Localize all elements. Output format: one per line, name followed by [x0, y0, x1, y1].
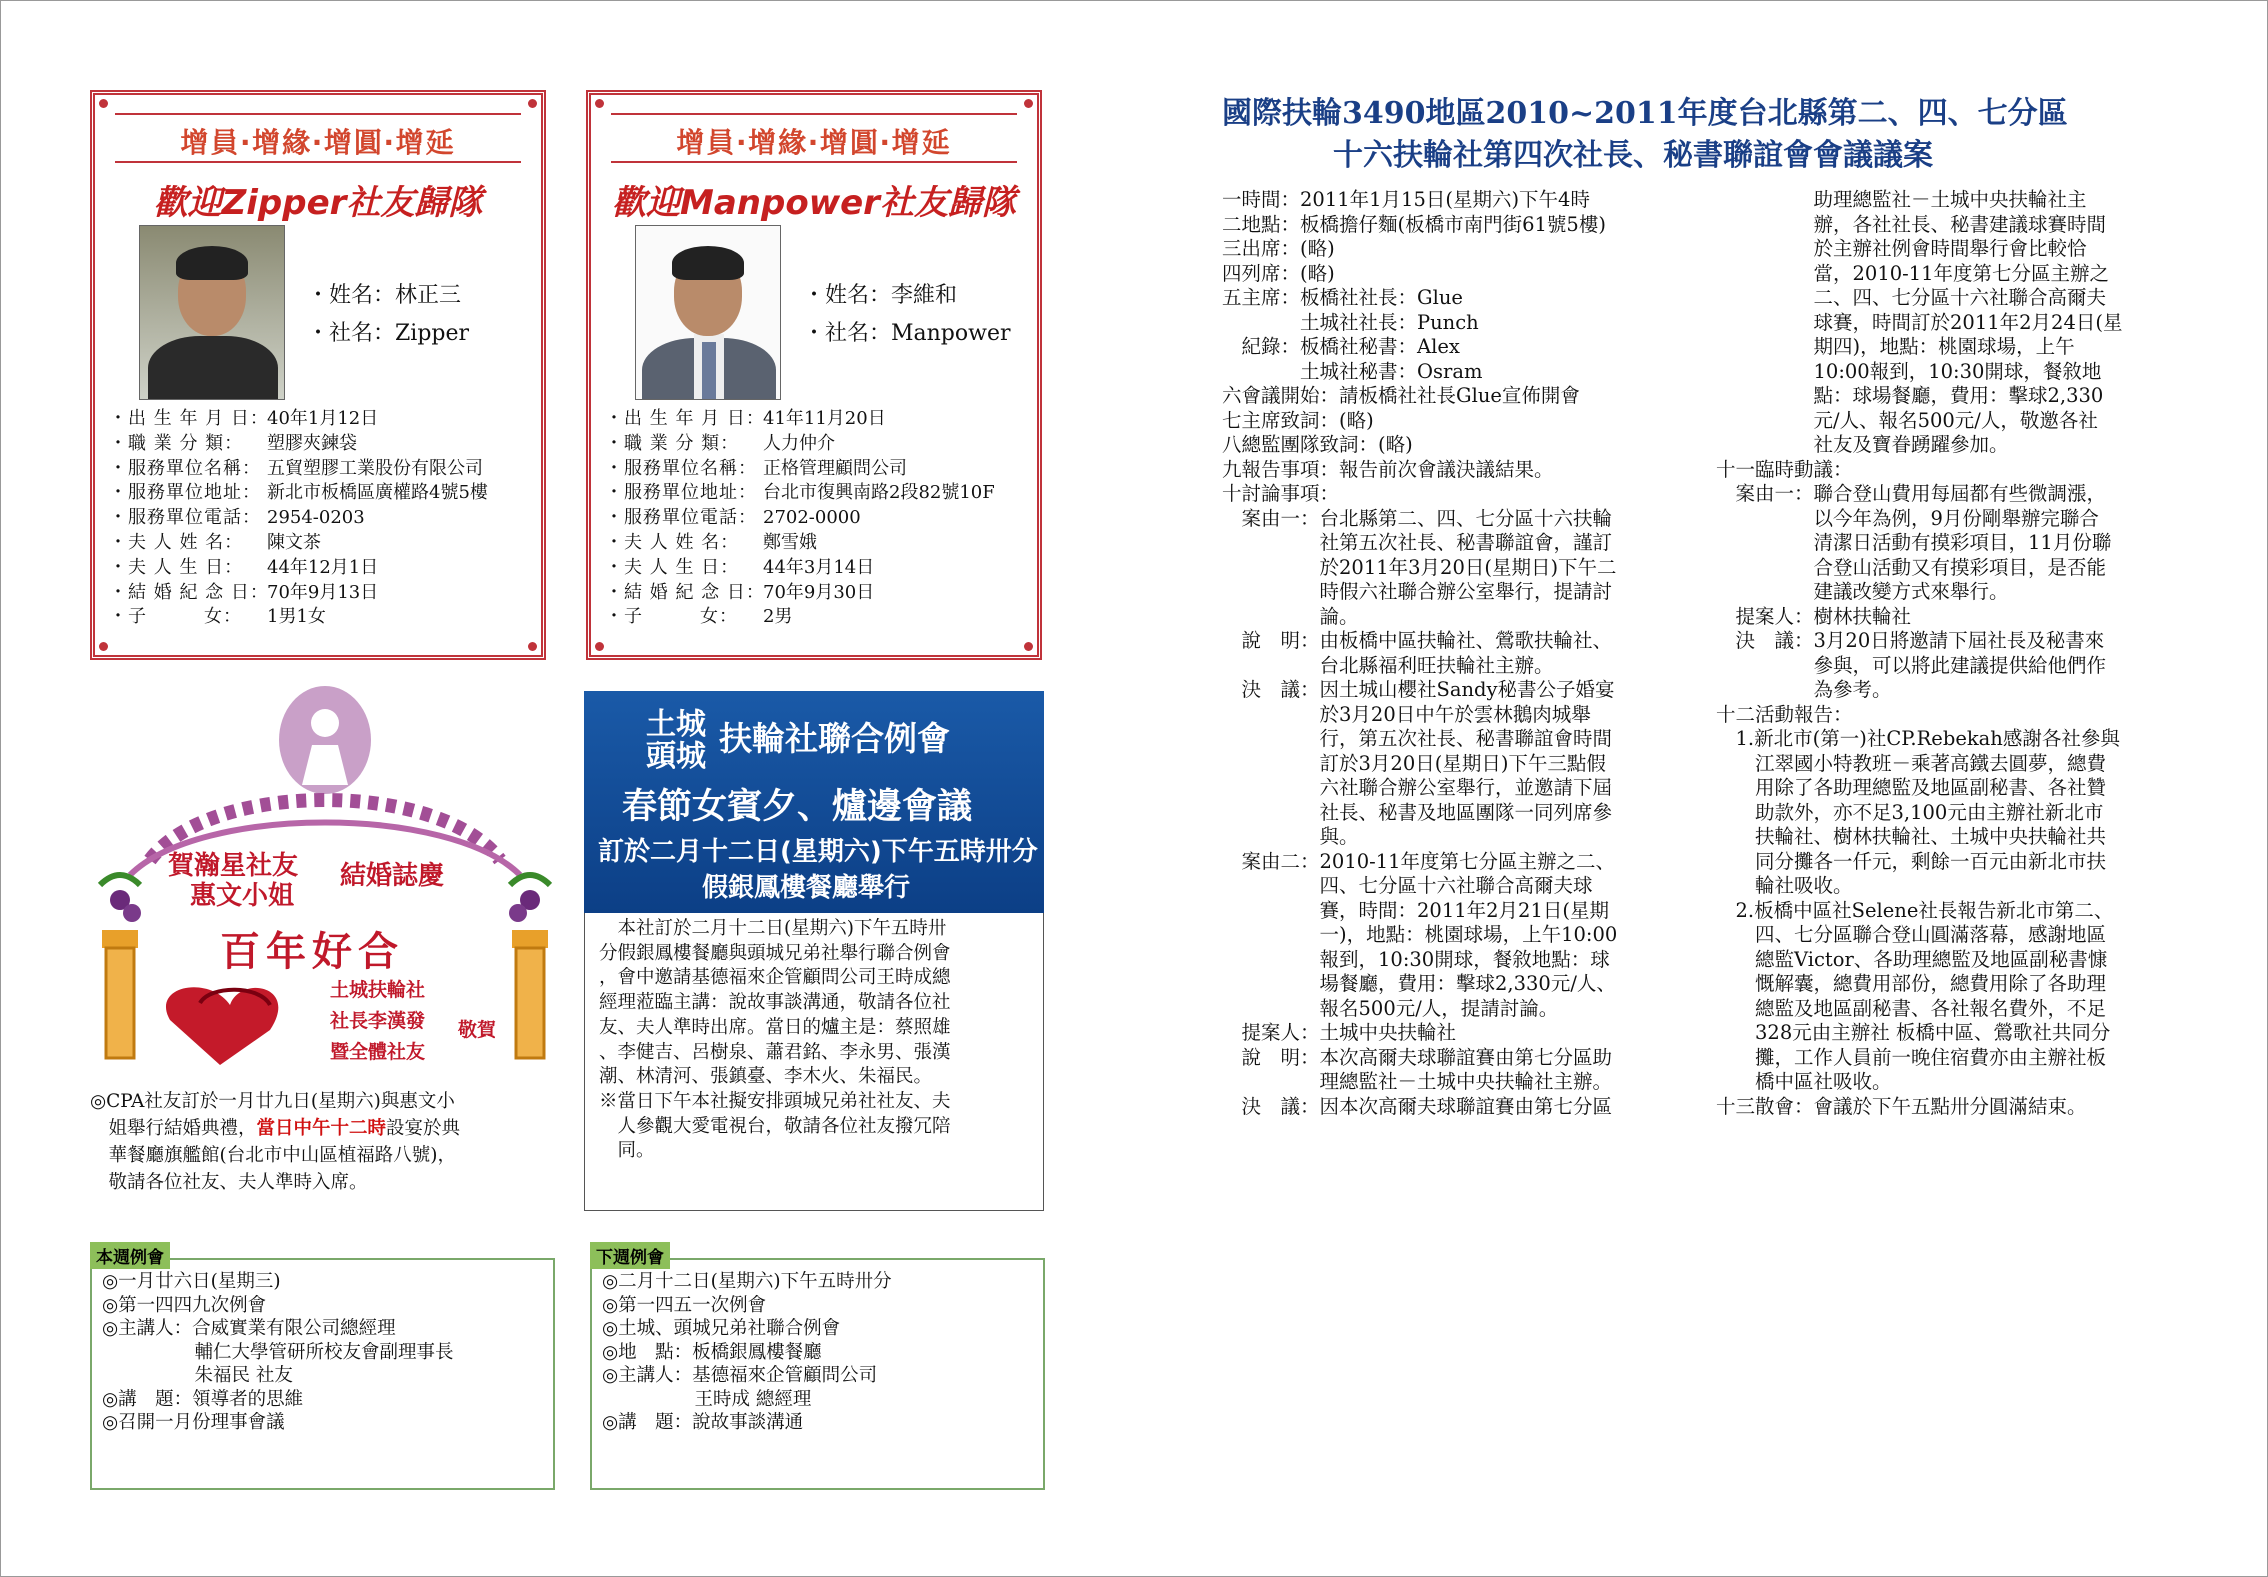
agenda-line: 案由二：2010-11年度第七分區主辦之二、 — [1222, 849, 1616, 873]
info-row — [109, 432, 488, 457]
this-week-lines — [102, 1270, 454, 1435]
info-row — [605, 531, 995, 556]
agenda-line: 元/人、報名500元/人，敬邀各社 — [1716, 408, 2098, 432]
agenda-line: 十二活動報告： — [1716, 702, 1853, 726]
wedding-sign1: 土城扶輪社 — [330, 979, 426, 1001]
agenda-line: 說 明：由板橋中區扶輪社、鶯歌扶輪社、 — [1222, 629, 1613, 652]
corner-dot — [99, 642, 108, 651]
agenda-line: 與。 — [1222, 825, 1359, 848]
agenda-line: 九報告事項：報告前次會議決議結果。 — [1222, 457, 1554, 481]
corner-dot — [595, 99, 604, 108]
info-value: 70年9月30日 — [763, 581, 875, 603]
info-label: ・夫 人 生 日： — [109, 556, 244, 578]
agenda-line: 七主席致詞：(略) — [1222, 408, 1374, 432]
agenda-line: 社長、秘書及地區團隊一同列席參 — [1222, 800, 1613, 824]
meeting-line: ◎講 題：領導者的思維 — [102, 1388, 304, 1410]
corner-dot — [1024, 99, 1033, 108]
wedding-notice — [90, 1088, 460, 1196]
meeting-line: ◎主講人：基德福來企管顧問公司 — [602, 1365, 878, 1386]
info-label: ・服務單位電話： — [605, 507, 757, 529]
wedding-line3: 結婚誌慶 — [340, 861, 445, 891]
meeting-line: 王時成 總經理 — [602, 1388, 812, 1410]
member-info-list — [109, 407, 488, 630]
divider — [115, 161, 521, 163]
member-info-list — [605, 407, 995, 630]
info-row — [605, 481, 995, 506]
body-line: 、李健吉、呂樹泉、蕭君銘、李永男、張漢 — [599, 1041, 951, 1063]
member-club-name: ・社名：Manpower — [803, 321, 1011, 346]
info-label: ・出 生 年 月 日： — [605, 408, 765, 429]
welcome-card-manpower — [586, 90, 1042, 660]
member-photo — [635, 225, 781, 400]
info-row — [109, 605, 488, 630]
info-value: 陳文茶 — [267, 531, 321, 553]
agenda-line: 期四)，地點：桃園球場，上午 — [1716, 335, 2075, 358]
info-value: 44年3月14日 — [763, 556, 875, 578]
info-value: 新北市板橋區廣權路4號5樓 — [267, 482, 488, 504]
corner-dot — [528, 99, 537, 108]
notice-text: 姐舉行結婚典禮， — [108, 1118, 257, 1139]
agenda-line: 助款外，亦不足3,100元由主辦社新北市 — [1716, 800, 2104, 824]
agenda-line: 五主席：板橋社社長：Glue — [1222, 286, 1463, 309]
agenda-line: 八總監團隊致詞：(略) — [1222, 433, 1413, 456]
wedding-sign2: 社長李漢發 — [330, 1010, 426, 1032]
body-line: 潮、林清河、張鎮臺、李木火、朱福民。 — [599, 1066, 933, 1088]
motto: 增員‧增緣‧增圓‧增延 — [676, 126, 952, 159]
info-row — [605, 407, 995, 432]
info-row — [109, 506, 488, 531]
info-value: 1男1女 — [267, 606, 326, 628]
member-name: ・姓名：林正三 — [307, 283, 462, 308]
info-row — [109, 407, 488, 432]
agenda-line: 球賽，時間訂於2011年2月24日(星 — [1716, 310, 2123, 334]
meeting-line: ◎主講人：合威實業有限公司總經理 — [102, 1318, 396, 1339]
agenda-line: 用除了各助理總監及地區副秘書、各社贊 — [1716, 776, 2107, 799]
welcome-title: 歡迎Manpower社友歸隊 — [612, 183, 1016, 223]
body-line: 友、夫人準時出席。當日的爐主是：蔡照雄 — [599, 1016, 951, 1038]
notice-highlight: 當日中午十二時 — [256, 1118, 387, 1139]
agenda-line: 土城社秘書：Osram — [1222, 359, 1483, 383]
meeting-line: ◎第一四四九次例會 — [102, 1294, 267, 1316]
agenda-line: 土城社社長：Punch — [1222, 310, 1479, 334]
info-value: 44年12月1日 — [267, 556, 379, 578]
agenda-line: 二地點：板橋擔仔麵(板橋市南門街61號5樓) — [1222, 212, 1606, 236]
info-label: ・服務單位地址： — [109, 482, 261, 504]
this-week-tag: 本週例會 — [90, 1242, 170, 1269]
notice-line — [90, 1115, 460, 1142]
info-value: 70年9月13日 — [267, 581, 379, 603]
agenda-line: 建議改變方式來舉行。 — [1716, 580, 2009, 603]
agenda-line: 紀錄：板橋社秘書：Alex — [1222, 335, 1460, 358]
info-label: ・職 業 分 類： — [605, 432, 740, 454]
agenda-line: 一)，地點：桃園球場，上午10:00 — [1222, 923, 1618, 946]
agenda-line: 社友及寶眷踴躍參加。 — [1716, 433, 2009, 456]
body-line: 經理蒞臨主講：說故事談溝通，敬請各位社 — [599, 992, 951, 1014]
divider — [115, 113, 521, 115]
info-label: ・子 女： — [109, 606, 242, 628]
agenda-line: 2.板橋中區社Selene社長報告新北市第二、 — [1716, 898, 2114, 922]
welcome-title: 歡迎Zipper社友歸隊 — [153, 183, 483, 223]
banner-joint: 扶輪社聯合例會 — [719, 719, 950, 758]
agenda-line: 於主辦社例會時間舉行會比較恰 — [1716, 237, 2087, 260]
wedding-sign3: 暨全體社友 — [330, 1041, 426, 1063]
agenda-line: 於3月20日中午於雲林鵝肉城舉 — [1222, 702, 1591, 726]
agenda-line: 三出席：(略) — [1222, 237, 1335, 260]
agenda-line: 案由一：台北縣第二、四、七分區十六扶輪 — [1222, 506, 1613, 530]
agenda-line: 十三散會：會議於下午五點卅分圓滿結束。 — [1716, 1094, 2087, 1118]
wedding-blessing: 百年好合 — [220, 928, 404, 975]
info-value: 人力仲介 — [763, 432, 835, 454]
agenda-line: 四列席：(略) — [1222, 261, 1335, 285]
agenda-line: 報名500元/人，提請討論。 — [1222, 996, 1559, 1020]
next-week-meeting-box — [590, 1248, 1045, 1490]
agenda-line: 橋中區社吸收。 — [1716, 1070, 1892, 1093]
body-line: 分假銀鳳樓餐廳與頭城兄弟社舉行聯合例會 — [599, 942, 951, 964]
info-value: 2702-0000 — [763, 507, 861, 529]
agenda-line: 賽，時間：2011年2月21日(星期 — [1222, 898, 1609, 922]
agenda-line: 點：球場餐廳，費用：擊球2,330 — [1716, 384, 2104, 407]
body-line: 本社訂於二月十二日(星期六)下午五時卅 — [599, 918, 947, 939]
agenda-line: 江翠國小特教班－乘著高鐵去圓夢，總費 — [1716, 751, 2107, 775]
agenda-line: 為參考。 — [1716, 678, 1892, 701]
info-row — [109, 581, 488, 606]
motto: 增員‧增緣‧增圓‧增延 — [180, 126, 456, 159]
info-label: ・職 業 分 類： — [109, 432, 244, 454]
agenda-line: 於2011年3月20日(星期日)下午二 — [1222, 555, 1617, 579]
member-photo — [139, 225, 285, 400]
info-row — [605, 605, 995, 630]
wedding-line2: 惠文小姐 — [190, 881, 295, 911]
member-name: ・姓名：李維和 — [803, 283, 958, 308]
info-label: ・子 女： — [605, 606, 738, 628]
meeting-line: ◎地 點：板橋銀鳳樓餐廳 — [602, 1341, 822, 1363]
next-week-tag: 下週例會 — [590, 1242, 670, 1269]
agenda-line: 總監Victor、各助理總監及地區副秘書慷 — [1716, 947, 2108, 971]
agenda-line: 清潔日活動有摸彩項目，11月份聯 — [1716, 531, 2112, 554]
joint-meeting-body — [599, 917, 951, 1164]
agenda-line: 四、七分區聯合登山圓滿落幕，感謝地區 — [1716, 923, 2107, 946]
info-value: 台北市復興南路2段82號10F — [763, 482, 995, 504]
agenda-line: 理總監社－土城中央扶輪社主辦。 — [1222, 1070, 1613, 1093]
agenda-line: 論。 — [1222, 604, 1359, 628]
info-row — [605, 556, 995, 581]
notice-line — [90, 1142, 460, 1169]
member-club-name: ・社名：Zipper — [307, 321, 470, 346]
info-label: ・服務單位地址： — [605, 482, 757, 504]
agenda-line: 六會議開始：請板橋社社長Glue宣佈開會 — [1222, 384, 1580, 407]
agenda-column-right — [1716, 188, 2122, 1119]
notice-line: ◎CPA社友訂於一月廿九日(星期六)與惠文小 — [90, 1091, 455, 1112]
agenda-line: 報到，10:30開球，餐敘地點：球 — [1222, 947, 1610, 971]
banner-date: 訂於二月十二日(星期六)下午五時卅分 — [598, 837, 1038, 867]
agenda-line: 攤，工作人員前一晚住宿費亦由主辦社板 — [1716, 1045, 2107, 1069]
body-line: 人參觀大愛電視台，敬請各位社友撥冗陪 — [599, 1115, 951, 1137]
agenda-title-line1: 國際扶輪3490地區2010~2011年度台北縣第二、四、七分區 — [1222, 96, 2068, 131]
info-label: ・結 婚 紀 念 日： — [605, 581, 765, 603]
info-value: 鄭雪娥 — [763, 531, 817, 553]
notice-text: 華餐廳旗艦館(台北市中山區植福路八號)， — [108, 1145, 456, 1166]
info-value: 40年1月12日 — [267, 408, 379, 429]
wedding-line1: 賀瀚星社友 — [168, 851, 299, 881]
info-label: ・服務單位電話： — [109, 507, 261, 529]
info-row — [109, 556, 488, 581]
agenda-line: 助理總監社－土城中央扶輪社主 — [1716, 188, 2087, 211]
info-value: 2男 — [763, 606, 793, 628]
agenda-line: 提案人：樹林扶輪社 — [1716, 604, 1912, 628]
joint-meeting-text — [584, 913, 1044, 1211]
agenda-line: 輪社吸收。 — [1716, 874, 1853, 897]
corner-dot — [528, 642, 537, 651]
info-label: ・夫 人 姓 名： — [605, 531, 740, 553]
meeting-line: 朱福民 社友 — [102, 1365, 293, 1386]
agenda-line: 當，2010-11年度第七分區主辦之 — [1716, 261, 2110, 285]
agenda-line: 四、七分區十六社聯合高爾夫球 — [1222, 874, 1593, 897]
agenda-line: 決 議：因本次高爾夫球聯誼賽由第七分區 — [1222, 1094, 1613, 1118]
corner-dot — [1024, 642, 1033, 651]
info-row — [109, 531, 488, 556]
corner-dot — [99, 99, 108, 108]
agenda-line: 場餐廳，費用：擊球2,330元/人、 — [1222, 972, 1616, 995]
meeting-line: ◎召開一月份理事會議 — [102, 1412, 285, 1433]
agenda-line: 決 議：3月20日將邀請下屆社長及秘書來 — [1716, 629, 2105, 652]
meeting-line: ◎土城、頭城兄弟社聯合例會 — [602, 1318, 841, 1339]
info-value: 41年11月20日 — [763, 408, 886, 429]
info-label: ・出 生 年 月 日： — [109, 408, 269, 429]
meeting-line: ◎一月廿六日(星期三) — [102, 1271, 281, 1292]
banner-place: 假銀鳳樓餐廳舉行 — [702, 873, 911, 903]
agenda-column-left — [1222, 188, 1617, 1119]
agenda-line: 二、四、七分區十六社聯合高爾夫 — [1716, 286, 2107, 309]
body-line: ※當日下午本社擬安排頭城兄弟社社友、夫 — [599, 1090, 951, 1112]
info-label: ・結 婚 紀 念 日： — [109, 581, 269, 603]
agenda-line: 同分攤各一仟元，剩餘一百元由新北市扶 — [1716, 849, 2107, 873]
banner-event: 春節女賓夕、爐邊會議 — [622, 787, 973, 827]
banner-club2: 頭城 — [646, 739, 706, 774]
agenda-line: 十討論事項： — [1222, 482, 1340, 505]
info-value: 正格管理顧問公司 — [763, 457, 907, 479]
meeting-line: 輔仁大學管研所校友會副理事長 — [102, 1341, 454, 1363]
info-row — [109, 481, 488, 506]
info-value: 2954-0203 — [267, 507, 365, 529]
this-week-meeting-box — [90, 1248, 555, 1490]
notice-text: 敬請各位社友、夫人準時入席。 — [108, 1172, 368, 1193]
body-line: ，會中邀請基德福來企管顧問公司王時成總 — [599, 967, 951, 989]
agenda-line: 參與，可以將此建議提供給他們作 — [1716, 653, 2107, 677]
info-label: ・夫 人 生 日： — [605, 556, 740, 578]
meeting-line: ◎講 題：說故事談溝通 — [602, 1412, 804, 1433]
agenda-line: 決 議：因土城山櫻社Sandy秘書公子婚宴 — [1222, 678, 1615, 701]
agenda-line: 訂於3月20日(星期日)下午三點假 — [1222, 751, 1606, 775]
info-value: 塑膠夾鍊袋 — [267, 432, 357, 454]
info-row — [109, 457, 488, 482]
agenda-line: 十一臨時動議： — [1716, 457, 1853, 481]
info-row — [605, 581, 995, 606]
info-value: 五貿塑膠工業股份有限公司 — [267, 457, 483, 479]
agenda-line: 合登山活動又有摸彩項目，是否能 — [1716, 555, 2107, 579]
agenda-line: 台北縣福利旺扶輪社主辦。 — [1222, 653, 1554, 677]
welcome-card-zipper — [90, 90, 546, 660]
info-row — [605, 506, 995, 531]
info-label: ・服務單位名稱： — [109, 457, 261, 479]
wedding-sign4: 敬賀 — [458, 1019, 497, 1041]
agenda-line: 10:00報到，10:30開球，餐敘地 — [1716, 359, 2102, 383]
agenda-line: 六社聯合辦公室舉行，並邀請下屆 — [1222, 776, 1613, 799]
agenda-line: 扶輪社、樹林扶輪社、土城中央扶輪社共 — [1716, 825, 2107, 848]
info-label: ・夫 人 姓 名： — [109, 531, 244, 553]
info-row — [605, 457, 995, 482]
meeting-line: ◎第一四五一次例會 — [602, 1294, 767, 1316]
banner-club1: 土城 — [646, 707, 706, 742]
agenda-line: 社第五次社長、秘書聯誼會，謹訂 — [1222, 531, 1613, 554]
agenda-line: 案由一：聯合登山費用每屆都有些微調漲， — [1716, 482, 2107, 505]
notice-line — [90, 1169, 460, 1196]
agenda-line: 提案人：土城中央扶輪社 — [1222, 1021, 1457, 1044]
agenda-line: 以今年為例，9月份剛舉辦完聯合 — [1716, 506, 2099, 530]
divider — [611, 161, 1017, 163]
meeting-line: ◎二月十二日(星期六)下午五時卅分 — [602, 1271, 892, 1292]
next-week-lines — [602, 1270, 892, 1435]
notice-text: 設宴於典 — [386, 1118, 461, 1139]
agenda-line: 1.新北市(第一)社CP.Rebekah感謝各社參與 — [1716, 727, 2120, 750]
agenda-line: 慨解囊，總費用部份，總費用除了各助理 — [1716, 972, 2107, 995]
divider — [611, 113, 1017, 115]
info-label: ・服務單位名稱： — [605, 457, 757, 479]
body-line: 同。 — [599, 1140, 655, 1162]
agenda-title-line2: 十六扶輪社第四次社長、秘書聯誼會會議議案 — [1333, 138, 1933, 173]
corner-dot — [595, 642, 604, 651]
agenda-line: 一時間：2011年1月15日(星期六)下午4時 — [1222, 188, 1590, 211]
agenda-line: 行，第五次社長、秘書聯誼會時間 — [1222, 727, 1613, 750]
agenda-line: 328元由主辦社 板橋中區、鶯歌社共同分 — [1716, 1021, 2111, 1044]
agenda-line: 總監及地區副秘書、各社報名費外，不足 — [1716, 996, 2107, 1020]
agenda-line: 時假六社聯合辦公室舉行，提請討 — [1222, 580, 1613, 603]
info-row — [605, 432, 995, 457]
agenda-line: 說 明：本次高爾夫球聯誼賽由第七分區助 — [1222, 1045, 1613, 1069]
agenda-line: 辦，各社社長、秘書建議球賽時間 — [1716, 212, 2107, 236]
joint-meeting-banner — [584, 691, 1044, 913]
